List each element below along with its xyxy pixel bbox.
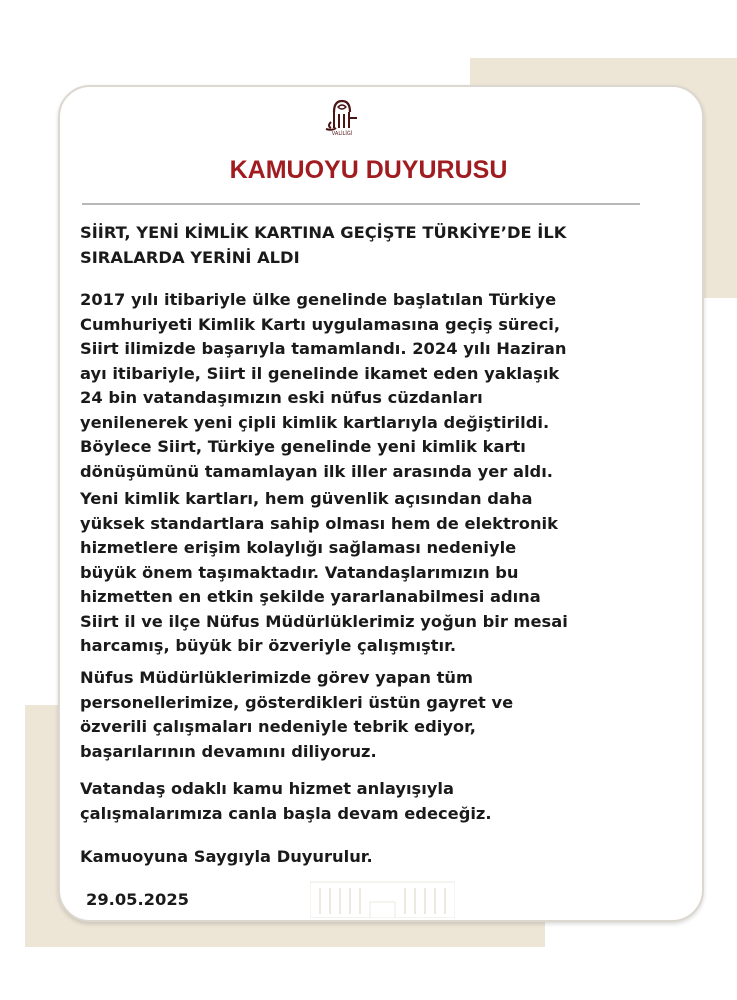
text-line: Böylece Siirt, Türkiye genelinde yeni kimlik kartı xyxy=(80,437,526,456)
text-line: harcamış, büyük bir özveriyle çalışmıştır. xyxy=(80,636,457,655)
text-line: hizmetten en etkin şekilde yararlanabilmesi adına xyxy=(80,587,541,606)
headline xyxy=(80,221,680,270)
text-line: 24 bin vatandaşımızın eski nüfus cüzdanları xyxy=(80,388,483,407)
text-line: çalışmalarımıza canla başla devam edeceğiz. xyxy=(80,803,492,823)
logo-subtext: VALİLİĞİ xyxy=(331,131,353,137)
paragraph-2 xyxy=(80,487,680,659)
text-line: yüksek standartlara sahip olması hem de elektronik xyxy=(80,513,558,533)
text-line: dönüşümünü tamamlayan ilk iller arasında yer aldı. xyxy=(80,461,553,481)
siirt-valiligi-logo xyxy=(322,98,362,140)
text-line: büyük önem taşımaktadır. Vatandaşlarımızın bu xyxy=(80,562,519,582)
closing xyxy=(80,845,680,870)
text-line: 2017 yılı itibariyle ülke genelinde başlatılan Türkiye xyxy=(80,290,557,309)
text-line: Siirt ilimizde başarıyla tamamlandı. 2024 yılı Haziran xyxy=(80,339,567,358)
text-line: Cumhuriyeti Kimlik Kartı uygulamasına geçiş süreci, xyxy=(80,314,561,334)
building-watermark-icon xyxy=(310,880,455,918)
headline-line: SİİRT, YENİ KİMLİK KARTINA GEÇİŞTE TÜRKİYE’DE İLK xyxy=(80,223,567,242)
text-line: Kamuoyuna Saygıyla Duyurulur. xyxy=(80,847,373,866)
text-line: Vatandaş odaklı kamu hizmet anlayışıyla xyxy=(80,779,454,798)
text-line: başarılarının devamını diliyoruz. xyxy=(80,741,377,761)
page-title: KAMUOYU DUYURUSU xyxy=(229,156,508,184)
text-line: ayı itibariyle, Siirt il genelinde ikamet eden yaklaşık xyxy=(80,363,560,383)
paragraph-4 xyxy=(80,777,680,826)
divider xyxy=(82,203,640,205)
paragraph-3 xyxy=(80,666,680,764)
text-line: personellerimize, gösterdikleri üstün gayret ve xyxy=(80,692,514,712)
headline-line: SIRALARDA YERİNİ ALDI xyxy=(80,247,300,267)
text-line: Nüfus Müdürlüklerimizde görev yapan tüm xyxy=(80,668,473,687)
text-line: Yeni kimlik kartları, hem güvenlik açısından daha xyxy=(80,489,533,508)
date: 29.05.2025 xyxy=(86,890,189,909)
paragraph-1 xyxy=(80,288,680,484)
text-line: Siirt il ve ilçe Nüfus Müdürlüklerimiz yoğun bir mesai xyxy=(80,611,568,631)
text-line: özverili çalışmaları nedeniyle tebrik ediyor, xyxy=(80,717,476,736)
text-line: yenilenerek yeni çipli kimlik kartlarıyla değiştirildi. xyxy=(80,412,550,432)
text-line: hizmetlere erişim kolaylığı sağlaması nedeniyle xyxy=(80,538,517,557)
